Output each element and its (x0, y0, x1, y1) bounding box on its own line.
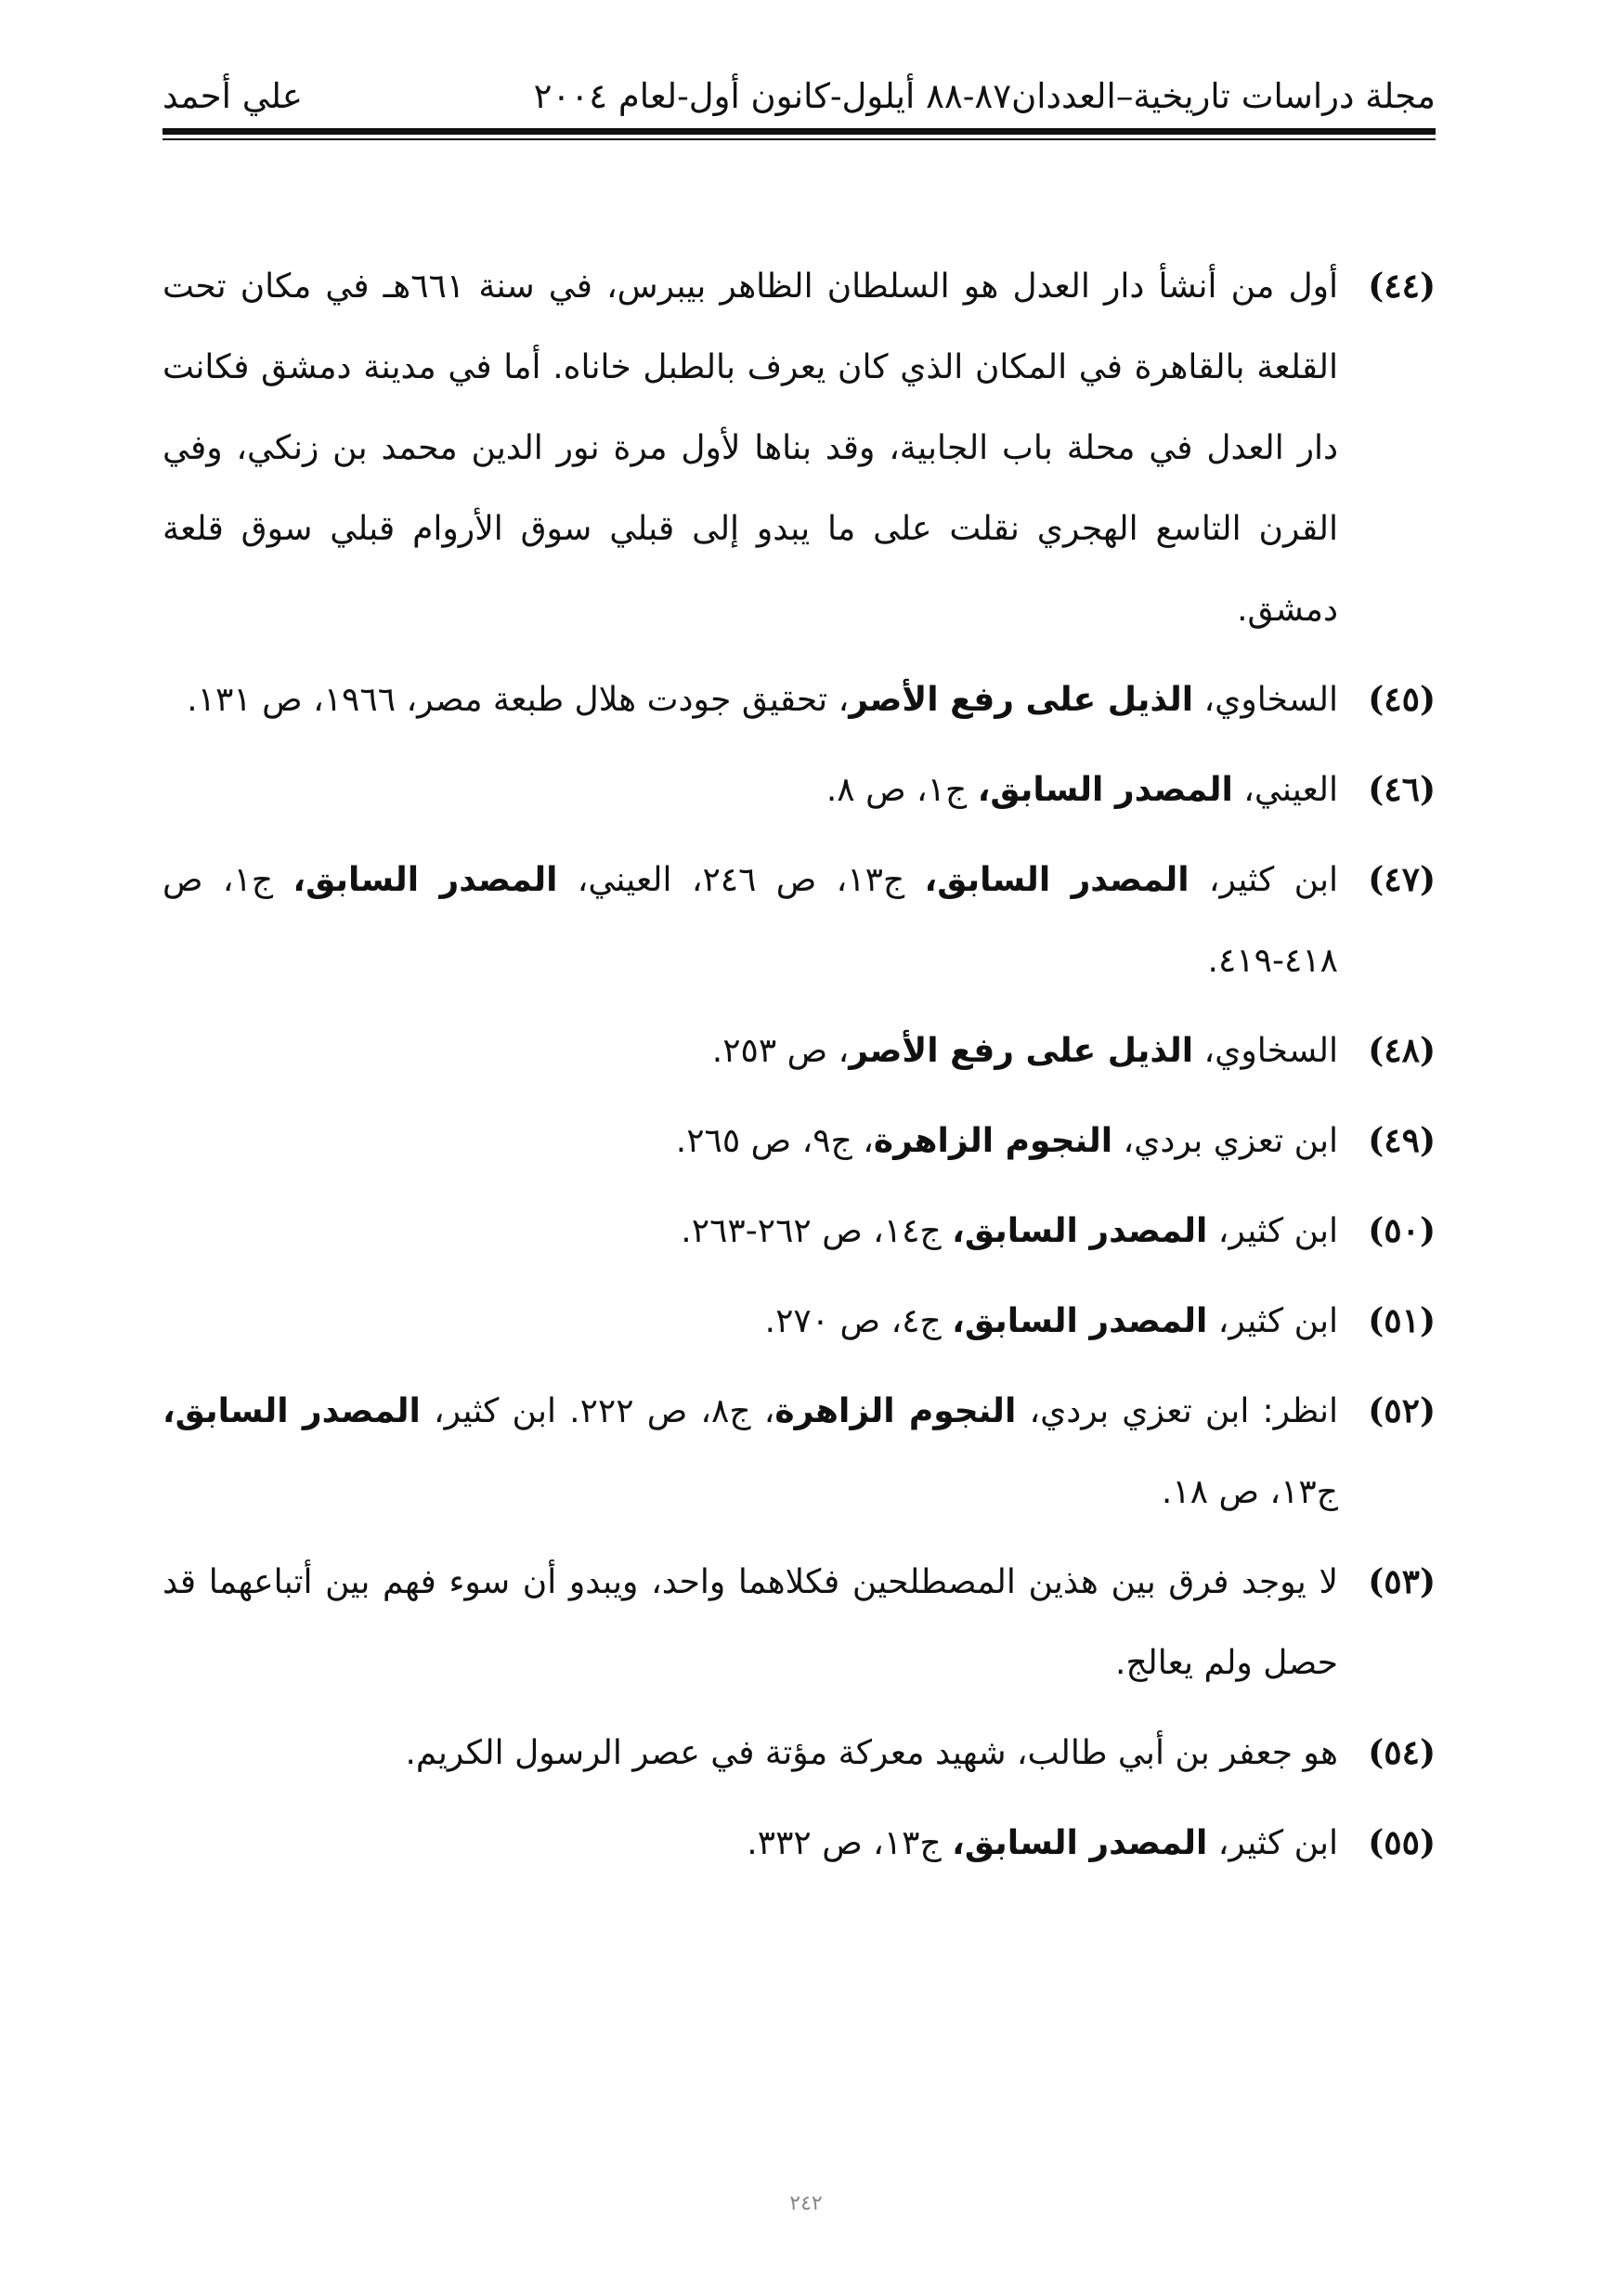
footnote-text-segment: انظر: ابن تعزي بردي، (1016, 1392, 1339, 1430)
footnote-number: (٤٤) (1368, 267, 1436, 306)
footnote-text-segment: ابن كثير، (1189, 861, 1339, 899)
footnote-text (765, 1302, 1338, 1340)
footnote-number: (٥٤) (1368, 1733, 1436, 1772)
footnote-text-segment: ج١٤، ص ٢٦٢-٢٦٣. (681, 1212, 953, 1250)
footnote-number: (٥٢) (1368, 1391, 1436, 1430)
source-title: الذيل على رفع الأصر (849, 1032, 1194, 1070)
footnote (162, 750, 1436, 830)
footnote-text-segment: ، ص ٢٥٣. (711, 1032, 850, 1070)
footnote-text (162, 1563, 1338, 1682)
footnote-number: (٤٨) (1368, 1031, 1436, 1070)
source-title: المصدر السابق، (924, 861, 1190, 899)
header-rule-thin (162, 138, 1436, 140)
footnote-text (747, 1824, 1338, 1862)
footnote-text (405, 1734, 1338, 1772)
footnote-text (681, 1212, 1338, 1250)
footnote-text (162, 267, 1338, 629)
footnote-text-segment: السخاوي، (1193, 681, 1338, 719)
footnote (162, 246, 1436, 650)
footnote-text-segment: ، تحقيق جودت هلال طبعة مصر، ١٩٦٦، ص ١٣١. (187, 681, 850, 719)
source-title: النجوم الزاهرة (774, 1392, 1017, 1430)
footnote (162, 1281, 1436, 1362)
footnote-number: (٥١) (1368, 1301, 1436, 1340)
footnote-text-segment: هو جعفر بن أبي طالب، شهيد معركة مؤتة في عصر الرسول الكريم. (405, 1734, 1338, 1772)
footnote-text (826, 771, 1338, 809)
footnote-number: (٥٥) (1368, 1823, 1436, 1862)
source-title: المصدر السابق، (977, 771, 1233, 809)
header-rule-thick (162, 128, 1436, 135)
footnote-text-segment: لا يوجد فرق بين هذين المصطلحين فكلاهما واحد، ويبدو أن سوء فهم بين أتباعهما قد حصل ولم يعالج. (162, 1563, 1338, 1682)
footnote (162, 1371, 1436, 1533)
footnote-text (162, 861, 1338, 980)
footnote (162, 1713, 1436, 1794)
footnote (162, 1101, 1436, 1181)
footnote-text-segment: العيني، (1232, 771, 1338, 809)
footnote-number: (٤٧) (1368, 860, 1436, 899)
source-title: المصدر السابق، (952, 1302, 1208, 1340)
footnote-text-segment: ابن كثير، (1207, 1212, 1338, 1250)
footnote-text-segment: ج٤، ص ٢٧٠. (764, 1302, 953, 1340)
footnote (162, 1542, 1436, 1703)
footnote-text-segment: ابن كثير، (1207, 1824, 1338, 1862)
footnote-number: (٥٠) (1368, 1211, 1436, 1250)
source-title: المصدر السابق، (952, 1212, 1208, 1250)
footnote-text-segment: ج١، ص ٨. (826, 771, 978, 809)
footnote-number: (٤٥) (1368, 680, 1436, 719)
footnote-text-segment: ج١٣، ص ٢٤٦، العيني، (557, 861, 925, 899)
source-title: الذيل على رفع الأصر (849, 681, 1194, 719)
footnote (162, 1011, 1436, 1091)
footnote-number: (٥٣) (1368, 1562, 1436, 1601)
journal-title: مجلة دراسات تاريخية–العددان٨٧-٨٨ أيلول-كانون أول-لعام ٢٠٠٤ (533, 76, 1436, 116)
author-name: علي أحمد (162, 76, 303, 116)
source-title: المصدر السابق، (162, 1392, 421, 1430)
footnote-text-segment: ابن تعزي بردي، (1112, 1122, 1338, 1160)
footnote-text-segment: ج١٣، ص ٣٣٢. (747, 1824, 953, 1862)
source-title: المصدر السابق، (952, 1824, 1208, 1862)
source-title: المصدر السابق، (292, 861, 558, 899)
footnote-text (187, 681, 1338, 719)
footnote-text-segment: ابن كثير، (1207, 1302, 1338, 1340)
footnote (162, 659, 1436, 740)
footnote (162, 840, 1436, 1001)
footnote-text-segment: ، ج٨، ص ٢٢٢. ابن كثير، (420, 1392, 775, 1430)
footnote (162, 1803, 1436, 1884)
footnote-text-segment: ، ج٩، ص ٢٦٥. (675, 1122, 874, 1160)
footnote-text (712, 1032, 1338, 1070)
footnote-text-segment: أول من أنشأ دار العدل هو السلطان الظاهر بيبرس، في سنة ٦٦١هـ في مكان تحت القلعة بالقاهرة في المكان الذي كان يعرف بالطبل خاناه. أما في مدينة دمشق فكانت دار العدل في محلة باب الجابية، وقد بناها لأول مرة نور الدين محمد بن زنكي، وفي القرن التاسع الهجري نقلت على ما يبدو إلى قبلي سوق الأروام قبلي سوق قلعة دمشق. (162, 267, 1338, 629)
footnote-text (676, 1122, 1338, 1160)
footnotes-list (162, 246, 1436, 1893)
footnote (162, 1191, 1436, 1272)
footnote-number: (٤٩) (1368, 1121, 1436, 1160)
footnote-text-segment: السخاوي، (1193, 1032, 1338, 1070)
footnote-text-segment: ج١٣، ص ١٨. (1161, 1473, 1338, 1511)
source-title: النجوم الزاهرة (873, 1122, 1113, 1160)
running-header (162, 76, 1436, 132)
footnote-text-segment: ج١، ص ٤١٨-٤١٩. (162, 861, 1338, 980)
footnote-number: (٤٦) (1368, 770, 1436, 809)
footnote-text (162, 1392, 1338, 1511)
page-number: ٢٤٢ (789, 2192, 823, 2215)
